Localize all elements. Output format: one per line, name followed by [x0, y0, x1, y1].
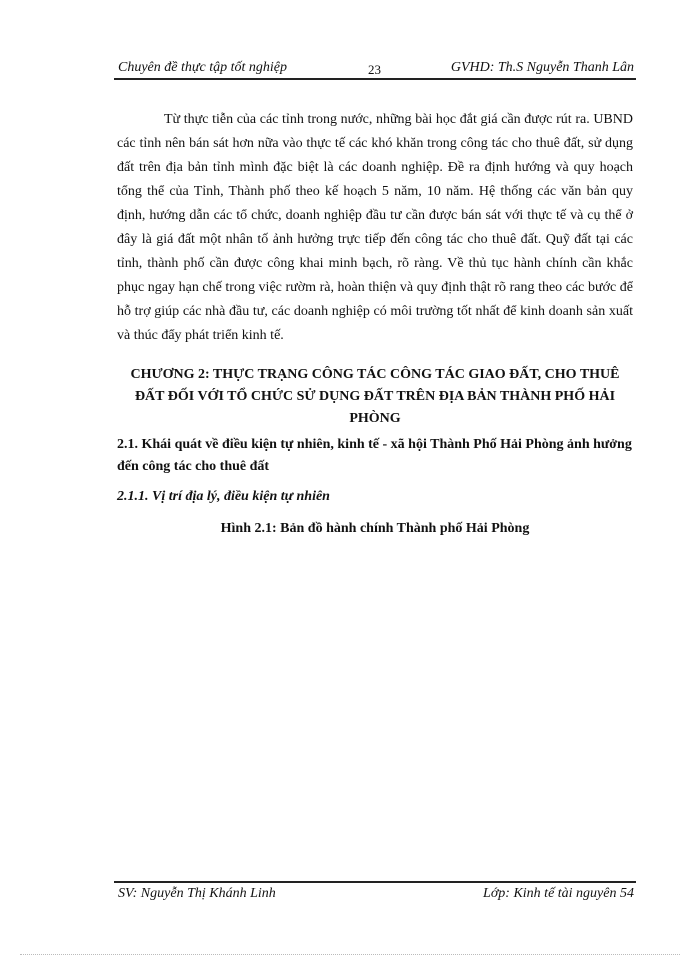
footer-class: Lớp: Kinh tế tài nguyên 54	[483, 886, 634, 901]
chapter-heading: CHƯƠNG 2: THỰC TRẠNG CÔNG TÁC CÔNG TÁC GIAO ĐẤT, CHO THUÊ ĐẤT ĐỐI VỚI TỔ CHỨC SỬ DỤNG ĐẤT TRÊN ĐỊA BẢN THÀNH PHỐ HẢI PHÒNG	[130, 367, 620, 426]
footer-student: SV: Nguyễn Thị Khánh Linh	[118, 886, 276, 901]
header-rule	[114, 78, 636, 80]
figure-caption: Hình 2.1: Bản đồ hành chính Thành phố Hải Phòng	[220, 521, 530, 536]
header-advisor: GVHD: Th.S Nguyễn Thanh Lân	[450, 60, 634, 75]
header-report-title: Chuyên đề thực tập tốt nghiệp	[118, 60, 287, 75]
page-number: 23	[368, 62, 381, 77]
page-boundary	[20, 954, 680, 955]
body-paragraph: Từ thực tiễn của các tỉnh trong nước, những bài học đắt giá cần được rút ra. UBND các tỉnh nên bán sát hơn nữa vào thực tế các khó khăn trong công tác cho thuê đất, sử dụng đất trên địa bản tỉnh mình đặc biệt là các doanh nghiệp. Đề ra định hướng và quy hoạch tổng thể của Tỉnh, Thành phố theo kế hoạch 5 năm, 10 năm. Hệ thống các văn bản quy định, hướng dẫn các tổ chức, doanh nghiệp đầu tư cần được bán sát với thực tế và cụ thể ở đây là giá đất một nhân tố ảnh hưởng trực tiếp đến công tác cho thuê đất. Quỹ đất tại các tỉnh, thành phố cần được công khai minh bạch, rõ ràng. Về thủ tục hành chính cần khắc phục ngay hạn chế trong việc rườm rà, hoàn thiện và quy định thật rõ rang theo các bước để hỗ trợ giúp các nhà đầu tư, các doanh nghiệp có môi trường tốt nhất để kinh doanh sản xuất và thúc đẩy phát triển kinh tế.	[117, 112, 633, 343]
footer-rule	[114, 881, 636, 883]
section-heading-2-1: 2.1. Khái quát về điều kiện tự nhiên, kinh tế - xã hội Thành Phố Hải Phòng ảnh hưởng đến công tác cho thuê đất	[117, 437, 632, 474]
page-header	[118, 58, 638, 80]
page-footer	[118, 884, 638, 906]
section-heading-2-1-1: 2.1.1. Vị trí địa lý, điều kiện tự nhiên	[117, 489, 330, 504]
